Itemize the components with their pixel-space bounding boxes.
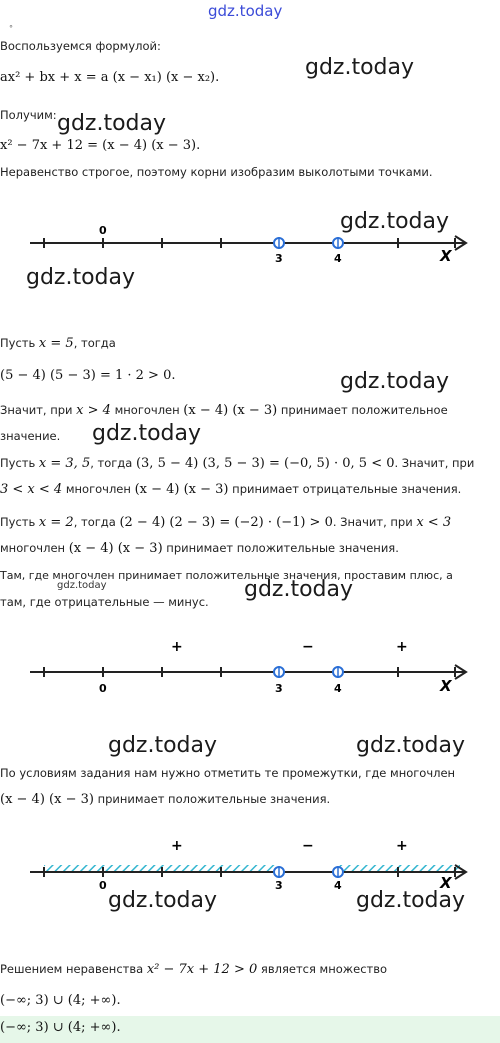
axis-label-x: X xyxy=(440,874,452,892)
watermark-10: gdz.today xyxy=(108,888,218,913)
condition-line: По условиям задания нам нужно отметить те промежутки, где многочлен xyxy=(0,766,456,780)
answer-set: (−∞; 3) ∪ (4; +∞). xyxy=(0,993,121,1008)
let-x5-line: Пусть x = 5, тогда xyxy=(0,336,116,351)
watermark-5: gdz.today xyxy=(340,369,450,394)
sign-plus-right: + xyxy=(396,639,408,655)
watermark-1: gdz.today xyxy=(305,55,415,80)
formula-intro: Воспользуемся формулой: xyxy=(0,39,161,53)
sign-plus-left: + xyxy=(171,838,183,854)
top-watermark: gdz.today xyxy=(208,2,283,20)
tick-label-3: 3 xyxy=(275,252,283,265)
sign-plus-right: + xyxy=(396,838,408,854)
watermark-7: gdz.today xyxy=(244,577,354,602)
where-minus-line: там, где отрицательные — минус. xyxy=(0,595,209,609)
root-point-3 xyxy=(274,866,284,878)
solution-line: Решением неравенства x² − 7x + 12 > 0 является множество xyxy=(0,962,388,977)
axis-label-x: X xyxy=(440,677,452,695)
root-point-3 xyxy=(274,237,284,249)
between-line: 3 < x < 4 многочлен (x − 4) (x − 3) принимает отрицательные значения. xyxy=(0,482,462,497)
stray-mark: ° xyxy=(9,24,13,33)
where-plus-line: Там, где многочлен принимает положительные значения, проставим плюс, а xyxy=(0,569,453,582)
watermark-2: gdz.today xyxy=(57,111,167,136)
poly-pos-line: многочлен (x − 4) (x − 3) принимает положительные значения. xyxy=(0,541,399,556)
sign-minus: − xyxy=(302,838,314,854)
strict-note: Неравенство строгое, поэтому корни изобразим выколотыми точками. xyxy=(0,165,433,179)
factored-formula: x² − 7x + 12 = (x − 4) (x − 3). xyxy=(0,138,201,153)
root-point-3 xyxy=(274,666,284,678)
axis-label-x: X xyxy=(440,247,452,265)
watermark-4: gdz.today xyxy=(26,265,136,290)
sign-plus-left: + xyxy=(171,639,183,655)
watermark-11: gdz.today xyxy=(356,888,466,913)
means-gt4-cont: значение. xyxy=(0,429,61,443)
tick-label-3: 3 xyxy=(275,682,283,695)
number-line-2 xyxy=(0,632,500,697)
tick-label-3: 3 xyxy=(275,879,283,892)
tick-label-0: 0 xyxy=(99,682,107,695)
tick-label-4: 4 xyxy=(334,682,342,695)
condition-line-2: (x − 4) (x − 3) принимает положительные значения. xyxy=(0,792,331,807)
obtain-label: Получим: xyxy=(0,108,57,122)
watermark-9: gdz.today xyxy=(356,733,466,758)
let-x35-line: Пусть x = 3, 5, тогда (3, 5 − 4) (3, 5 − 3) = (−0, 5) · 0, 5 < 0. Значит, при xyxy=(0,456,475,471)
number-line-1 xyxy=(0,225,500,270)
tick-label-4: 4 xyxy=(334,252,342,265)
root-point-4 xyxy=(333,866,343,878)
watermark-8: gdz.today xyxy=(108,733,218,758)
formula-general: ax² + bx + x = a (x − x₁) (x − x₂). xyxy=(0,70,220,85)
calc-x5: (5 − 4) (5 − 3) = 1 · 2 > 0. xyxy=(0,368,176,383)
watermark-small: gdz.today xyxy=(57,580,107,591)
root-point-4 xyxy=(333,237,343,249)
tick-label-0: 0 xyxy=(99,225,107,237)
root-point-4 xyxy=(333,666,343,678)
sign-minus: − xyxy=(302,639,314,655)
watermark-3: gdz.today xyxy=(340,209,450,234)
tick-label-4: 4 xyxy=(334,879,342,892)
number-line-3 xyxy=(0,832,500,894)
final-answer: (−∞; 3) ∪ (4; +∞). xyxy=(0,1020,121,1035)
tick-label-0: 0 xyxy=(99,879,107,892)
let-x2-line: Пусть x = 2, тогда (2 − 4) (2 − 3) = (−2) · (−1) > 0. Значит, при x < 3 xyxy=(0,515,452,530)
watermark-6: gdz.today xyxy=(92,421,202,446)
means-gt4-line: Значит, при x > 4 многочлен (x − 4) (x − 3) принимает положительное xyxy=(0,403,448,418)
